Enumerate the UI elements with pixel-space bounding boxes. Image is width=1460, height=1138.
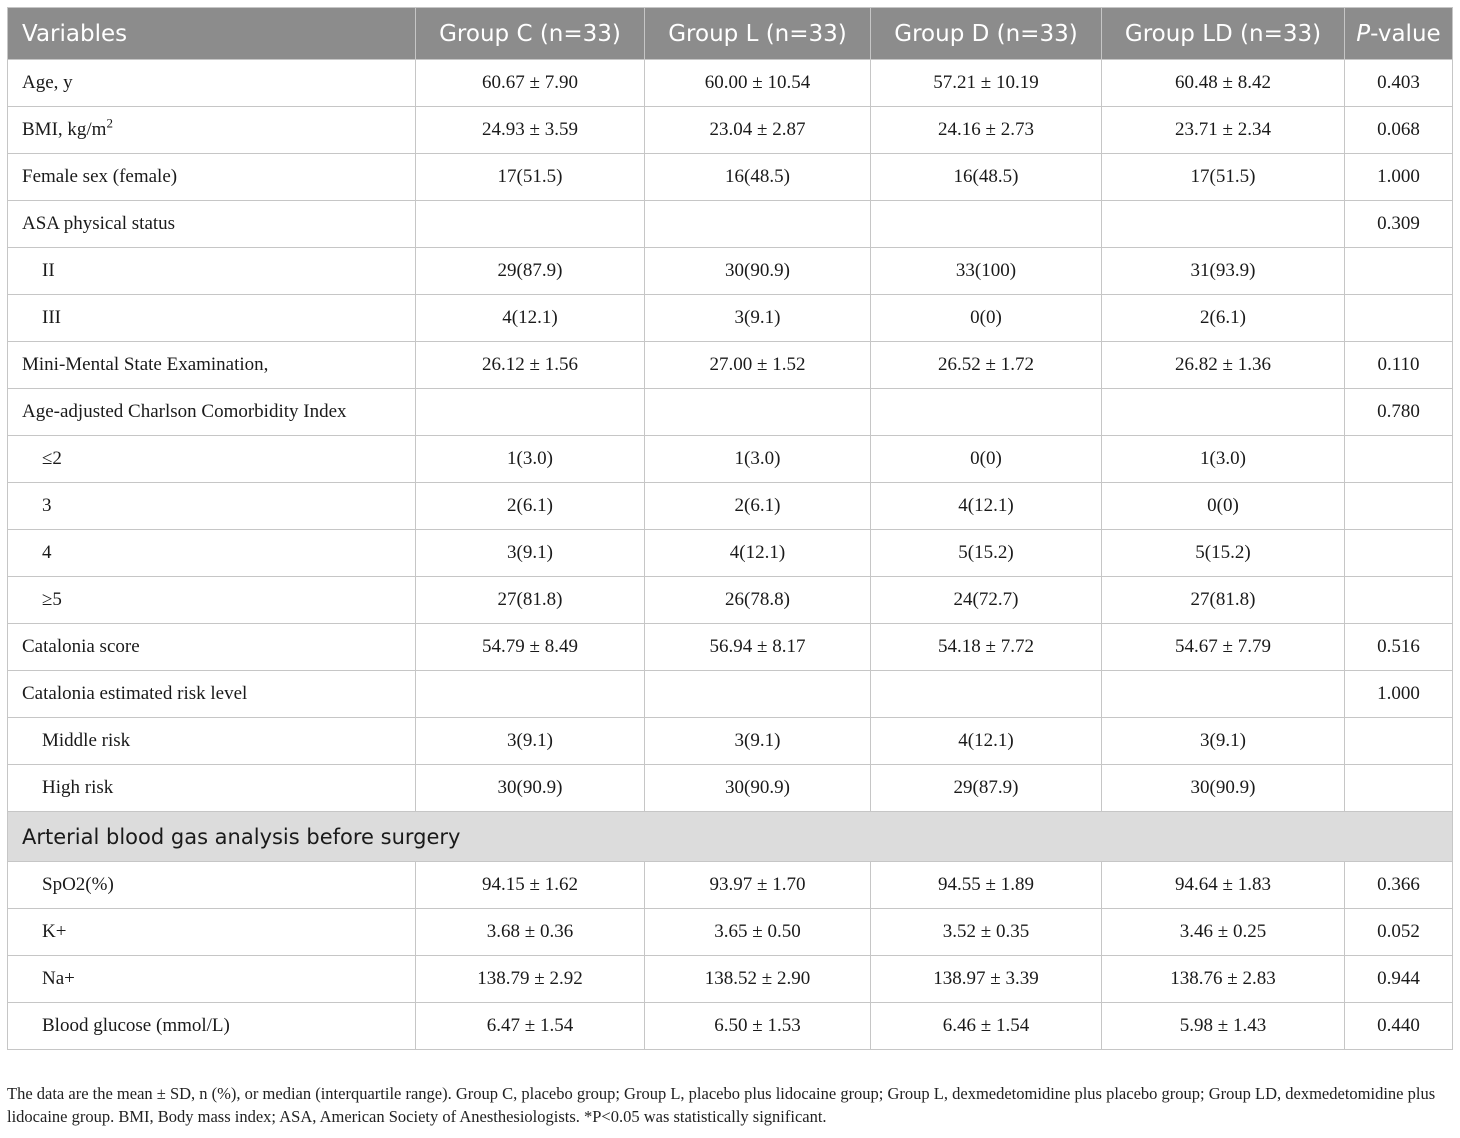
cell-group-ld: 3(9.1) xyxy=(1102,718,1345,765)
cell-p-value: 0.403 xyxy=(1345,60,1453,107)
cell-group-c: 29(87.9) xyxy=(416,248,645,295)
row-label xyxy=(8,248,416,295)
header-p-value xyxy=(1345,8,1453,60)
cell-group-c xyxy=(416,389,645,436)
row-label-text: Catalonia score xyxy=(22,636,140,657)
row-label xyxy=(8,60,416,107)
cell-group-l: 56.94 ± 8.17 xyxy=(645,624,871,671)
row-label xyxy=(8,624,416,671)
table-row xyxy=(8,718,1453,765)
cell-group-c: 6.47 ± 1.54 xyxy=(416,1003,645,1050)
cell-p-value xyxy=(1345,718,1453,765)
cell-p-value xyxy=(1345,765,1453,812)
cell-group-c: 2(6.1) xyxy=(416,483,645,530)
table-row xyxy=(8,295,1453,342)
table-row xyxy=(8,577,1453,624)
cell-p-value xyxy=(1345,436,1453,483)
table-row xyxy=(8,248,1453,295)
cell-group-d: 4(12.1) xyxy=(871,483,1102,530)
cell-group-c: 138.79 ± 2.92 xyxy=(416,956,645,1003)
table-row xyxy=(8,389,1453,436)
cell-group-l: 26(78.8) xyxy=(645,577,871,624)
cell-group-d: 94.55 ± 1.89 xyxy=(871,862,1102,909)
row-label xyxy=(8,718,416,765)
row-label xyxy=(8,436,416,483)
cell-group-d: 29(87.9) xyxy=(871,765,1102,812)
cell-p-value: 0.309 xyxy=(1345,201,1453,248)
cell-group-d: 138.97 ± 3.39 xyxy=(871,956,1102,1003)
cell-group-l: 3(9.1) xyxy=(645,295,871,342)
row-label xyxy=(8,956,416,1003)
cell-group-ld: 5.98 ± 1.43 xyxy=(1102,1003,1345,1050)
cell-group-c: 17(51.5) xyxy=(416,154,645,201)
row-label-text: III xyxy=(42,307,61,328)
cell-group-l: 3.65 ± 0.50 xyxy=(645,909,871,956)
header-group-d: Group D (n=33) xyxy=(871,8,1102,60)
cell-group-l: 93.97 ± 1.70 xyxy=(645,862,871,909)
cell-group-l: 3(9.1) xyxy=(645,718,871,765)
row-label-text: Age-adjusted Charlson Comorbidity Index xyxy=(22,401,347,422)
row-label xyxy=(8,342,416,389)
row-label xyxy=(8,483,416,530)
cell-group-l: 138.52 ± 2.90 xyxy=(645,956,871,1003)
cell-group-c: 27(81.8) xyxy=(416,577,645,624)
cell-group-c xyxy=(416,671,645,718)
row-label xyxy=(8,671,416,718)
cell-group-ld: 3.46 ± 0.25 xyxy=(1102,909,1345,956)
row-label xyxy=(8,909,416,956)
cell-group-ld: 31(93.9) xyxy=(1102,248,1345,295)
cell-group-c: 54.79 ± 8.49 xyxy=(416,624,645,671)
cell-p-value: 0.366 xyxy=(1345,862,1453,909)
table-row xyxy=(8,671,1453,718)
cell-p-value: 0.110 xyxy=(1345,342,1453,389)
cell-group-d xyxy=(871,671,1102,718)
cell-group-d: 4(12.1) xyxy=(871,718,1102,765)
row-label xyxy=(8,389,416,436)
table-row xyxy=(8,436,1453,483)
cell-p-value: 0.052 xyxy=(1345,909,1453,956)
row-label xyxy=(8,201,416,248)
row-label-text: 4 xyxy=(42,542,52,563)
cell-group-d: 24.16 ± 2.73 xyxy=(871,107,1102,154)
cell-group-d: 33(100) xyxy=(871,248,1102,295)
cell-group-l: 30(90.9) xyxy=(645,248,871,295)
row-label-text: II xyxy=(42,260,55,281)
cell-group-ld: 5(15.2) xyxy=(1102,530,1345,577)
cell-group-ld: 17(51.5) xyxy=(1102,154,1345,201)
row-label-text: Catalonia estimated risk level xyxy=(22,683,248,704)
row-label-text: Female sex (female) xyxy=(22,166,178,187)
row-label-text: Middle risk xyxy=(42,730,131,751)
cell-group-d xyxy=(871,389,1102,436)
table-row xyxy=(8,1003,1453,1050)
cell-p-value: 0.440 xyxy=(1345,1003,1453,1050)
table-row xyxy=(8,154,1453,201)
table-row xyxy=(8,624,1453,671)
section-header-row xyxy=(8,812,1453,862)
cell-group-c: 3(9.1) xyxy=(416,718,645,765)
table-header xyxy=(8,8,1453,60)
row-label-text: Age, y xyxy=(22,72,73,93)
cell-p-value: 0.780 xyxy=(1345,389,1453,436)
cell-group-ld: 2(6.1) xyxy=(1102,295,1345,342)
cell-group-c: 24.93 ± 3.59 xyxy=(416,107,645,154)
cell-group-c: 4(12.1) xyxy=(416,295,645,342)
cell-p-value: 0.516 xyxy=(1345,624,1453,671)
cell-group-d: 0(0) xyxy=(871,295,1102,342)
cell-group-l: 2(6.1) xyxy=(645,483,871,530)
row-label-text: Na+ xyxy=(42,968,75,989)
table-row xyxy=(8,956,1453,1003)
table-row xyxy=(8,530,1453,577)
table-row xyxy=(8,909,1453,956)
cell-p-value xyxy=(1345,295,1453,342)
row-label xyxy=(8,154,416,201)
cell-group-l: 27.00 ± 1.52 xyxy=(645,342,871,389)
header-variables: Variables xyxy=(8,8,416,60)
row-label xyxy=(8,295,416,342)
cell-group-c: 30(90.9) xyxy=(416,765,645,812)
table-row xyxy=(8,342,1453,389)
cell-group-c: 3.68 ± 0.36 xyxy=(416,909,645,956)
header-group-c: Group C (n=33) xyxy=(416,8,645,60)
cell-group-ld: 30(90.9) xyxy=(1102,765,1345,812)
header-row xyxy=(8,8,1453,60)
row-label-text: 3 xyxy=(42,495,52,516)
cell-group-ld xyxy=(1102,201,1345,248)
cell-group-c: 94.15 ± 1.62 xyxy=(416,862,645,909)
header-group-l: Group L (n=33) xyxy=(645,8,871,60)
cell-p-value: 0.944 xyxy=(1345,956,1453,1003)
cell-group-ld: 0(0) xyxy=(1102,483,1345,530)
cell-group-c xyxy=(416,201,645,248)
cell-group-d: 54.18 ± 7.72 xyxy=(871,624,1102,671)
row-label-text: K+ xyxy=(42,921,67,942)
cell-group-c: 1(3.0) xyxy=(416,436,645,483)
cell-group-c: 26.12 ± 1.56 xyxy=(416,342,645,389)
cell-group-d: 3.52 ± 0.35 xyxy=(871,909,1102,956)
cell-group-l: 23.04 ± 2.87 xyxy=(645,107,871,154)
table-row xyxy=(8,107,1453,154)
section-title: Arterial blood gas analysis before surgery xyxy=(8,812,1453,862)
table-row xyxy=(8,483,1453,530)
cell-group-d: 6.46 ± 1.54 xyxy=(871,1003,1102,1050)
row-label-text: ASA physical status xyxy=(22,213,176,234)
row-label-text: SpO2(%) xyxy=(42,874,114,895)
table-row xyxy=(8,862,1453,909)
row-label-text: Mini-Mental State Examination, xyxy=(22,354,269,375)
table-row xyxy=(8,765,1453,812)
row-label-superscript: 2 xyxy=(106,115,113,131)
cell-group-ld xyxy=(1102,671,1345,718)
cell-p-value xyxy=(1345,530,1453,577)
cell-group-ld: 27(81.8) xyxy=(1102,577,1345,624)
cell-p-value xyxy=(1345,248,1453,295)
row-label-text: BMI, kg/m xyxy=(22,119,107,140)
cell-group-d: 24(72.7) xyxy=(871,577,1102,624)
cell-group-d: 0(0) xyxy=(871,436,1102,483)
cell-group-l: 60.00 ± 10.54 xyxy=(645,60,871,107)
cell-group-c: 60.67 ± 7.90 xyxy=(416,60,645,107)
cell-group-d: 57.21 ± 10.19 xyxy=(871,60,1102,107)
cell-group-ld: 60.48 ± 8.42 xyxy=(1102,60,1345,107)
cell-group-ld: 1(3.0) xyxy=(1102,436,1345,483)
cell-group-ld: 138.76 ± 2.83 xyxy=(1102,956,1345,1003)
cell-group-d: 16(48.5) xyxy=(871,154,1102,201)
header-group-ld: Group LD (n=33) xyxy=(1102,8,1345,60)
row-label-text: High risk xyxy=(42,777,114,798)
row-label xyxy=(8,577,416,624)
cell-group-c: 3(9.1) xyxy=(416,530,645,577)
row-label-text: ≥5 xyxy=(42,589,62,610)
cell-group-ld: 26.82 ± 1.36 xyxy=(1102,342,1345,389)
cell-group-l xyxy=(645,389,871,436)
cell-group-ld: 23.71 ± 2.34 xyxy=(1102,107,1345,154)
cell-p-value: 0.068 xyxy=(1345,107,1453,154)
cell-group-d: 26.52 ± 1.72 xyxy=(871,342,1102,389)
header-p-suffix: -value xyxy=(1370,20,1441,47)
baseline-characteristics-table xyxy=(7,7,1453,1050)
cell-group-l: 1(3.0) xyxy=(645,436,871,483)
cell-group-l xyxy=(645,201,871,248)
cell-group-ld: 94.64 ± 1.83 xyxy=(1102,862,1345,909)
cell-group-l: 4(12.1) xyxy=(645,530,871,577)
table-container xyxy=(7,7,1452,1050)
row-label xyxy=(8,765,416,812)
cell-group-d: 5(15.2) xyxy=(871,530,1102,577)
table-row xyxy=(8,60,1453,107)
cell-p-value xyxy=(1345,483,1453,530)
cell-group-d xyxy=(871,201,1102,248)
cell-group-l: 30(90.9) xyxy=(645,765,871,812)
cell-p-value xyxy=(1345,577,1453,624)
row-label xyxy=(8,107,416,154)
row-label-text: Blood glucose (mmol/L) xyxy=(42,1015,230,1036)
row-label-text: ≤2 xyxy=(42,448,62,469)
header-p-letter: P xyxy=(1356,20,1371,47)
cell-group-ld xyxy=(1102,389,1345,436)
table-body xyxy=(8,60,1453,1050)
cell-p-value: 1.000 xyxy=(1345,671,1453,718)
cell-group-l xyxy=(645,671,871,718)
row-label xyxy=(8,862,416,909)
cell-group-l: 6.50 ± 1.53 xyxy=(645,1003,871,1050)
table-footnote: The data are the mean ± SD, n (%), or median (interquartile range). Group C, placebo group; Group L, placebo plus lidocaine group; Group L, dexmedetomidine plus placebo group; Group LD, dexmedetomidine plus lidocaine group. BMI, Body mass index; ASA, American Society of Anesthesiologists. *P<0.05 was statistically significant. xyxy=(7,1084,1436,1126)
row-label xyxy=(8,1003,416,1050)
cell-p-value: 1.000 xyxy=(1345,154,1453,201)
cell-group-l: 16(48.5) xyxy=(645,154,871,201)
table-row xyxy=(8,201,1453,248)
row-label xyxy=(8,530,416,577)
cell-group-ld: 54.67 ± 7.79 xyxy=(1102,624,1345,671)
